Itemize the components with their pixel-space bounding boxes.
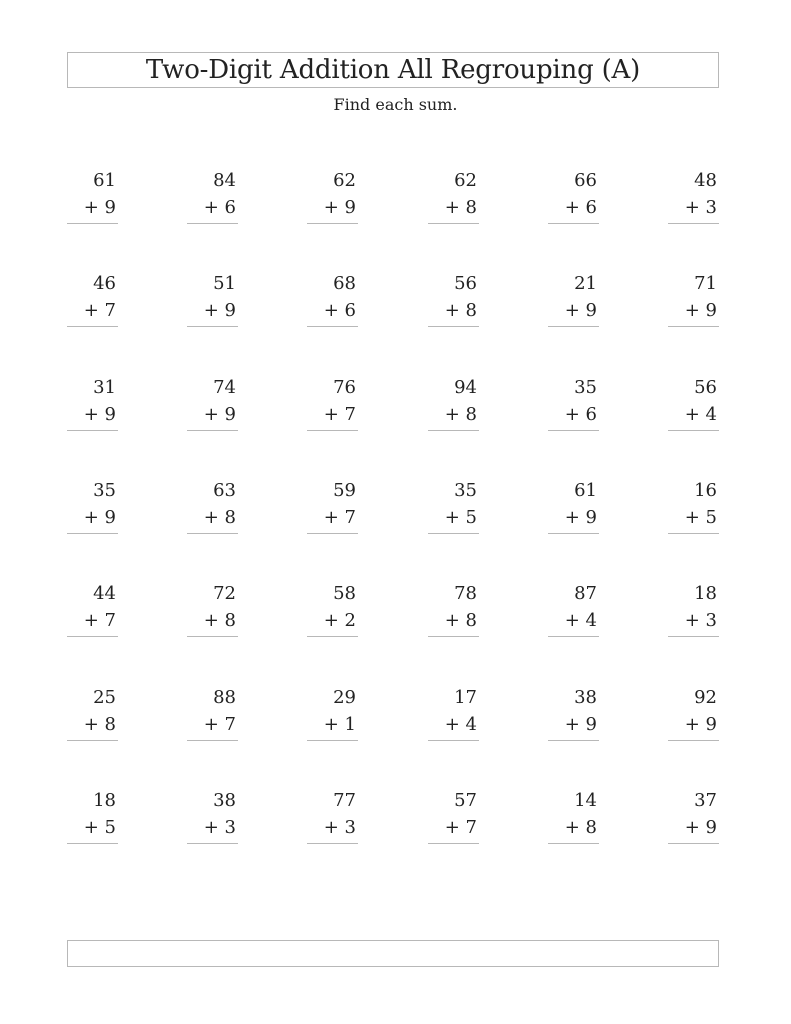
addend-bottom: + 8	[444, 300, 477, 321]
problem-row	[67, 480, 719, 540]
addend-bottom: + 8	[444, 610, 477, 631]
addend-top: 29	[333, 687, 356, 708]
addend-bottom: + 9	[83, 507, 116, 528]
addend-bottom: + 9	[564, 300, 597, 321]
addend-top: 72	[213, 583, 236, 604]
addend-bottom: + 6	[564, 197, 597, 218]
addition-problem	[187, 377, 238, 431]
addition-problem	[548, 790, 599, 844]
addition-problem	[67, 377, 118, 431]
addition-problem	[548, 583, 599, 637]
addend-top: 84	[213, 170, 236, 191]
addend-top: 87	[574, 583, 597, 604]
addend-bottom: + 8	[444, 404, 477, 425]
addition-problem	[187, 687, 238, 741]
addend-top: 74	[213, 377, 236, 398]
addend-top: 38	[574, 687, 597, 708]
addition-problem	[428, 377, 479, 431]
addend-bottom: + 7	[203, 714, 236, 735]
addend-bottom: + 5	[684, 507, 717, 528]
addend-bottom: + 9	[83, 197, 116, 218]
addition-problem	[307, 583, 358, 637]
addend-top: 56	[694, 377, 717, 398]
addend-top: 63	[213, 480, 236, 501]
addend-bottom: + 5	[83, 817, 116, 838]
problem-row	[67, 687, 719, 747]
addend-bottom: + 7	[83, 610, 116, 631]
addition-problem	[187, 790, 238, 844]
addend-top: 18	[694, 583, 717, 604]
addend-bottom: + 6	[564, 404, 597, 425]
addend-top: 37	[694, 790, 717, 811]
instructions: Find each sum.	[333, 95, 458, 114]
addend-bottom: + 4	[444, 714, 477, 735]
addend-top: 48	[694, 170, 717, 191]
addend-top: 76	[333, 377, 356, 398]
addition-problem	[67, 687, 118, 741]
addition-problem	[668, 377, 719, 431]
addition-problem	[548, 170, 599, 224]
addition-problem	[428, 480, 479, 534]
addend-bottom: + 7	[323, 507, 356, 528]
addend-bottom: + 8	[203, 610, 236, 631]
addition-problem	[67, 170, 118, 224]
addition-problem	[668, 170, 719, 224]
addend-bottom: + 9	[684, 300, 717, 321]
addition-problem	[67, 273, 118, 327]
addend-bottom: + 9	[83, 404, 116, 425]
addition-problem	[307, 790, 358, 844]
addend-top: 25	[93, 687, 116, 708]
addition-problem	[668, 687, 719, 741]
footer-box	[67, 940, 719, 967]
addend-top: 17	[454, 687, 477, 708]
addend-top: 35	[574, 377, 597, 398]
addition-problem	[187, 583, 238, 637]
addition-problem	[428, 790, 479, 844]
addend-top: 61	[93, 170, 116, 191]
addition-problem	[668, 480, 719, 534]
problem-row	[67, 170, 719, 230]
addend-bottom: + 3	[323, 817, 356, 838]
addend-top: 35	[93, 480, 116, 501]
addend-bottom: + 9	[203, 404, 236, 425]
addend-top: 38	[213, 790, 236, 811]
addend-bottom: + 7	[83, 300, 116, 321]
addend-top: 92	[694, 687, 717, 708]
addend-top: 18	[93, 790, 116, 811]
addend-bottom: + 6	[323, 300, 356, 321]
addend-bottom: + 4	[684, 404, 717, 425]
addend-top: 35	[454, 480, 477, 501]
addend-top: 14	[574, 790, 597, 811]
addend-bottom: + 9	[684, 714, 717, 735]
addend-bottom: + 6	[203, 197, 236, 218]
addend-top: 61	[574, 480, 597, 501]
addend-top: 62	[333, 170, 356, 191]
addend-bottom: + 9	[203, 300, 236, 321]
addend-top: 78	[454, 583, 477, 604]
addend-top: 62	[454, 170, 477, 191]
addend-top: 68	[333, 273, 356, 294]
addition-problem	[307, 480, 358, 534]
problem-row	[67, 790, 719, 850]
addend-bottom: + 8	[83, 714, 116, 735]
worksheet-title: Two-Digit Addition All Regrouping (A)	[145, 55, 641, 85]
addend-top: 77	[333, 790, 356, 811]
problem-row	[67, 583, 719, 643]
problem-row	[67, 377, 719, 437]
addend-top: 94	[454, 377, 477, 398]
addition-problem	[187, 273, 238, 327]
addend-bottom: + 5	[444, 507, 477, 528]
addend-top: 16	[694, 480, 717, 501]
addend-bottom: + 2	[323, 610, 356, 631]
problem-row	[67, 273, 719, 333]
addition-problem	[428, 583, 479, 637]
addend-top: 31	[93, 377, 116, 398]
addend-bottom: + 8	[564, 817, 597, 838]
addition-problem	[307, 273, 358, 327]
addend-top: 58	[333, 583, 356, 604]
addend-bottom: + 9	[684, 817, 717, 838]
addend-bottom: + 1	[323, 714, 356, 735]
addend-bottom: + 7	[444, 817, 477, 838]
addition-problem	[668, 273, 719, 327]
addend-bottom: + 3	[203, 817, 236, 838]
addition-problem	[67, 583, 118, 637]
title-box	[67, 52, 719, 88]
addend-top: 88	[213, 687, 236, 708]
addend-bottom: + 9	[323, 197, 356, 218]
addend-top: 44	[93, 583, 116, 604]
addend-top: 66	[574, 170, 597, 191]
addition-problem	[307, 170, 358, 224]
addend-bottom: + 7	[323, 404, 356, 425]
addend-top: 46	[93, 273, 116, 294]
addend-bottom: + 9	[564, 714, 597, 735]
addition-problem	[428, 273, 479, 327]
addend-top: 71	[694, 273, 717, 294]
addition-problem	[668, 790, 719, 844]
addend-top: 51	[213, 273, 236, 294]
addend-top: 21	[574, 273, 597, 294]
addend-top: 56	[454, 273, 477, 294]
addition-problem	[428, 687, 479, 741]
addition-problem	[548, 480, 599, 534]
addend-bottom: + 4	[564, 610, 597, 631]
addition-problem	[307, 687, 358, 741]
addition-problem	[548, 273, 599, 327]
addend-bottom: + 3	[684, 610, 717, 631]
addend-bottom: + 9	[564, 507, 597, 528]
addition-problem	[548, 687, 599, 741]
addition-problem	[187, 480, 238, 534]
addition-problem	[548, 377, 599, 431]
addition-problem	[67, 790, 118, 844]
addend-bottom: + 8	[203, 507, 236, 528]
addition-problem	[67, 480, 118, 534]
addition-problem	[307, 377, 358, 431]
addition-problem	[187, 170, 238, 224]
addend-bottom: + 3	[684, 197, 717, 218]
addend-top: 57	[454, 790, 477, 811]
addition-problem	[668, 583, 719, 637]
addend-top: 59	[333, 480, 356, 501]
addend-bottom: + 8	[444, 197, 477, 218]
addition-problem	[428, 170, 479, 224]
